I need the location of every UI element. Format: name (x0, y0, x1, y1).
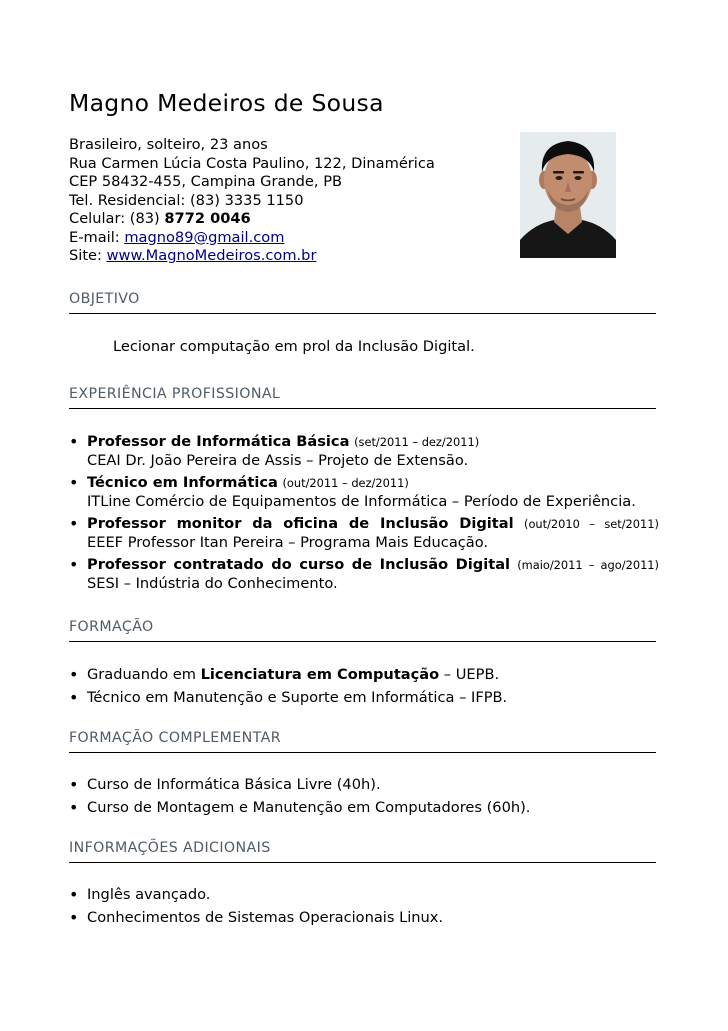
contact-block (69, 136, 435, 266)
mobile-number: 8772 0046 (164, 210, 251, 227)
mobile-line (69, 210, 435, 229)
site-link[interactable]: www.MagnoMedeiros.com.br (106, 247, 317, 264)
job-title: Professor de Informática Básica (87, 433, 350, 450)
list-item (69, 666, 659, 685)
list-item: • Inglês avançado. (69, 886, 659, 905)
education-list (69, 666, 659, 711)
section-title: INFORMAÇÕES ADICIONAIS (69, 840, 271, 856)
job-place: CEAI Dr. João Pereira de Assis – Projeto de Extensão. (87, 451, 469, 469)
section-divider (69, 641, 656, 642)
section-informacoes-adicionais (69, 839, 656, 857)
job-title: Professor monitor da oficina de Inclusão Digital (87, 515, 514, 532)
education-degree: Licenciatura em Computação (200, 666, 440, 683)
email-label: E-mail: (69, 228, 125, 246)
profile-photo (520, 132, 616, 258)
section-title: FORMAÇÃO (69, 619, 154, 635)
address-line: Rua Carmen Lúcia Costa Paulino, 122, Dinamérica (69, 154, 435, 172)
job-place: EEEF Professor Itan Pereira – Programa Mais Educação. (87, 533, 489, 551)
email-line (69, 229, 435, 248)
job-dates: (out/2011 – dez/2011) (282, 476, 409, 490)
job-place: SESI – Indústria do Conhecimento. (87, 574, 338, 592)
email-link[interactable]: magno89@gmail.com (124, 228, 285, 246)
section-formacao (69, 618, 656, 636)
job-dates: (maio/2011 – ago/2011) (517, 558, 660, 572)
section-divider (69, 408, 656, 409)
section-divider (69, 862, 656, 863)
section-title: FORMAÇÃO COMPLEMENTAR (69, 730, 282, 746)
job-dates: (set/2011 – dez/2011) (354, 435, 480, 449)
objective-text: Lecionar computação em prol da Inclusão Digital. (113, 338, 475, 355)
candidate-name: Magno Medeiros de Sousa (69, 89, 384, 117)
list-item: • Curso de Montagem e Manutenção em Computadores (60h). (69, 799, 659, 818)
job-title: Técnico em Informática (87, 474, 278, 491)
list-item (69, 433, 659, 470)
list-item: • Conhecimentos de Sistemas Operacionais Linux. (69, 909, 659, 928)
section-divider (69, 752, 656, 753)
section-divider (69, 313, 656, 314)
complementary-list (69, 776, 659, 821)
list-item (69, 474, 659, 511)
job-title: Professor contratado do curso de Inclusão Digital (87, 556, 511, 573)
job-dates: (out/2010 – set/2011) (524, 517, 659, 531)
site-label: Site: (69, 247, 107, 264)
education-institution: – UEPB. (439, 666, 500, 683)
phone-line: Tel. Residencial: (83) 3335 1150 (69, 191, 304, 209)
mobile-label: Celular: (83) (69, 210, 165, 227)
list-item (69, 556, 659, 593)
list-item: • Técnico em Manutenção e Suporte em Informática – IFPB. (69, 689, 659, 708)
section-title: EXPERIÊNCIA PROFISSIONAL (69, 386, 281, 402)
section-experiencia (69, 385, 656, 403)
education-prefix: Graduando em (87, 666, 201, 683)
section-formacao-complementar (69, 729, 656, 747)
list-item (69, 515, 659, 552)
experience-list (69, 433, 659, 597)
list-item: • Curso de Informática Básica Livre (40h). (69, 776, 659, 795)
personal-info: Brasileiro, solteiro, 23 anos (69, 136, 268, 153)
site-line (69, 247, 435, 266)
section-title: OBJETIVO (69, 291, 140, 307)
section-objetivo (69, 290, 656, 308)
additional-list (69, 886, 659, 931)
job-place: ITLine Comércio de Equipamentos de Informática – Período de Experiência. (87, 492, 636, 510)
postal-line: CEP 58432-455, Campina Grande, PB (69, 173, 343, 190)
